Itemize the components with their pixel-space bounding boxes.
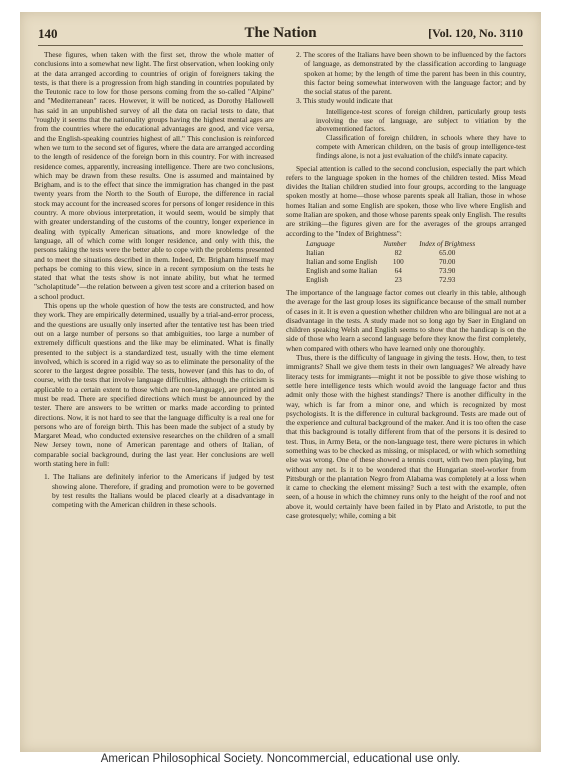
copyright-footer: American Philosophical Society. Noncommercial, educational use only. [100,753,461,765]
table-row [306,267,481,276]
numbered-item: 2. The scores of the Italians have been shown to be influenced by the factors of language, as demonstrated by the classification according to language spoken at home; by the length of time the parent has been in this country, this factor being somewhat interwoven with the language factor; and by the social status of the parent. [296,50,526,97]
paragraph: These figures, when taken with the first set, throw the whole matter of conclusions into a somewhat new light. The first observation, when looking only at the data arranged according to countries of origin of foreigners taking the tests, is that there is a progression from high standing in countries populated by the Teutonic race to low for those persons coming from the so-called "Alpine" and "Mediterranean" races. However, it will be noticed, as Dorothy Hallowell has said in an unpublished survey of all the data on racial tests to date, that "roughly it seems that the nationality groups having the highest mental ages are from the countries where the educational advantages are good, and vice versa, and the English-speaking countries highest of all." This conclusion is reinforced when we turn to the second set of figures, where the data are arranged according to the length of residence of the foreign born in this country. For with increased residence comes, apparently, increasing intelligence. There are two conclusions, which may be drawn from these results. One is assumed and maintained by Brigham, and is to the effect that since the immigration has changed in the past twenty years from the North to the South of Europe, the difference in racial stock may account for the increased scores for persons of longer residence in this country. A more obvious interpretation, it would seem, would be simply that with greater understanding of the customs of the country, longer experience in dealing with typically American situations, and more knowledge of the language, all of which come with longer residence, and only with this, the persons taking the tests were the better able to cope with the problems presented and to meet the situations described in them. Indeed, Dr. Brigham himself may perhaps be coming to this view, since in a recent symposium on the tests he stated that what the tests show is not innate ability, but what he termed "scholaptitude"—the relation between a given test score and a criterion based on a school product. [34,50,274,301]
table-cell: 64 [394,266,402,275]
paragraph: Thus, there is the difficulty of language in giving the tests. How, then, to test immigrants? Shall we give them tests in their own languages? We already have literacy tests for immigrants—might it not be possible to give those wishing to settle here intelligence tests which would avoid the language factor and thus admit only those with the highest standings? There is another difficulty in the way, which is far from a minor one, and which is recognized by most psychologists. It is the difference in cultural background. Tests are made out of the experience and cultural background of the maker. And it is too often the case that this background is totally different from that of the persons it is desired to test. Thus, in Army Beta, or the non-language test, there were pictures in which something was to be checked as missing, or misplaced, or with which something else was wrong. One of these showed a tennis court, with two men playing, but without any net. Is it to be wondered that the Hungarian steel-worker from Pittsburgh or the plantation Negro from Alabama was completely at a loss when it came to checking the element missing? Such a test with the example, often seen, of a house in which the chimney runs only to the height of the roof and not above it, would certainly have been failed in by Plato and Aristotle, to put the case grotesquely; while, coming a bit [286,353,526,521]
block-quote [316,108,526,161]
table-row [306,276,481,285]
quote-paragraph: Intelligence-test scores of foreign children, particularly group tests involving the use of language, are subject to vitiation by the abovementioned factors. [316,107,526,134]
table-header: Number [383,239,407,248]
table-cell: 72.93 [439,275,456,284]
table-cell: 70.00 [439,257,456,266]
table-cell: Italian and some English [306,257,378,266]
page-number: 140 [38,26,58,41]
table-cell: English [306,275,328,284]
paragraph: This opens up the whole question of how the tests are constructed, and how they work. They are empirically determined, usually by a trial-and-error process, and the questions are usually only inserted after the tentative test has been tried out on a large number of persons so that ambiguities, too large a number of extremely difficult questions and the like may be eliminated. What is finally presented to the subject is a standardized test, usually with the time element involved, which is scored in a rigid way so as to eliminate the personality of the scorer to the largest degree possible. The tests, however (and this has to do, of course, with the tests that involve language difficulties, although the criticism is applicable to a certain extent to those which are non-language), are printed and must be read. There are specified directions which must be announced by the tester. There are answers to be written or marks made according to printed directions. Now, it is not hard to see that the language difficulty is a real one for persons who are of foreign birth. This has been made the subject of a study by Margaret Mead, who conducted extensive researches on the children of a small New Jersey town, none of American parentage and others of Italian, of comparable social background, during the last year. Her conclusions are well worth stating here in full: [34,301,274,469]
table-header: Index of Brightness [419,239,476,248]
paragraph: Special attention is called to the second conclusion, especially the part which refers to the language spoken in the homes of the children tested. Miss Mead divides the Italian children studied into four groups, according to the language spoken mostly at home—those whose parents speak all Italian, those in whose homes Italian and some English are spoken, those who live where English and some Italian are spoken, and those whose parents speak only English. The results are striking—the figures given are for the averages of the groups arranged according to the "Index of Brightness": [286,163,527,238]
quote-paragraph: Classification of foreign children, in schools where they have to compete with American children, on the basis of group intelligence-test findings alone, is not a just evaluation of the child's innate capacity. [316,134,526,160]
table-row [306,249,481,258]
numbered-item: 1. The Italians are definitely inferior to the Americans if judged by test showing alone. Therefore, if grading and promotion were to be governed by test results the Italians would be placed clearly at a disadvantage in competing with the American children in these schools. [44,472,274,510]
table-header: Language [306,239,335,248]
left-column [34,50,274,510]
header-rule [38,45,523,46]
numbered-item: 3. This study would indicate that [296,96,393,106]
table-cell: Italian [306,248,325,257]
paragraph: The importance of the language factor comes out clearly in this table, although the average for the last group loses its significance because of the small number of cases in it. It is even a question whether children who are bilingual are not at a disadvantage in the tests. A study made not so long ago by Saer in England on children speaking Welsh and English seems to show that the handicap is on the side of those who learn a second language before they know the first completely, when compared with others who have learned only one thoroughly. [286,287,526,353]
table-cell: 73.90 [439,266,456,275]
table-cell: English and some Italian [306,266,378,275]
right-column [286,50,526,520]
publication-title: The Nation [244,25,317,41]
brightness-table [306,240,481,285]
table-cell: 65.00 [439,248,456,257]
table-header-row [306,240,481,249]
table-row [306,258,481,267]
volume-number: [Vol. 120, No. 3110 [428,26,523,40]
table-cell: 82 [394,248,402,257]
table-cell: 100 [392,257,404,266]
table-cell: 23 [394,275,402,284]
page-header [38,26,523,44]
newspaper-page [20,12,541,752]
